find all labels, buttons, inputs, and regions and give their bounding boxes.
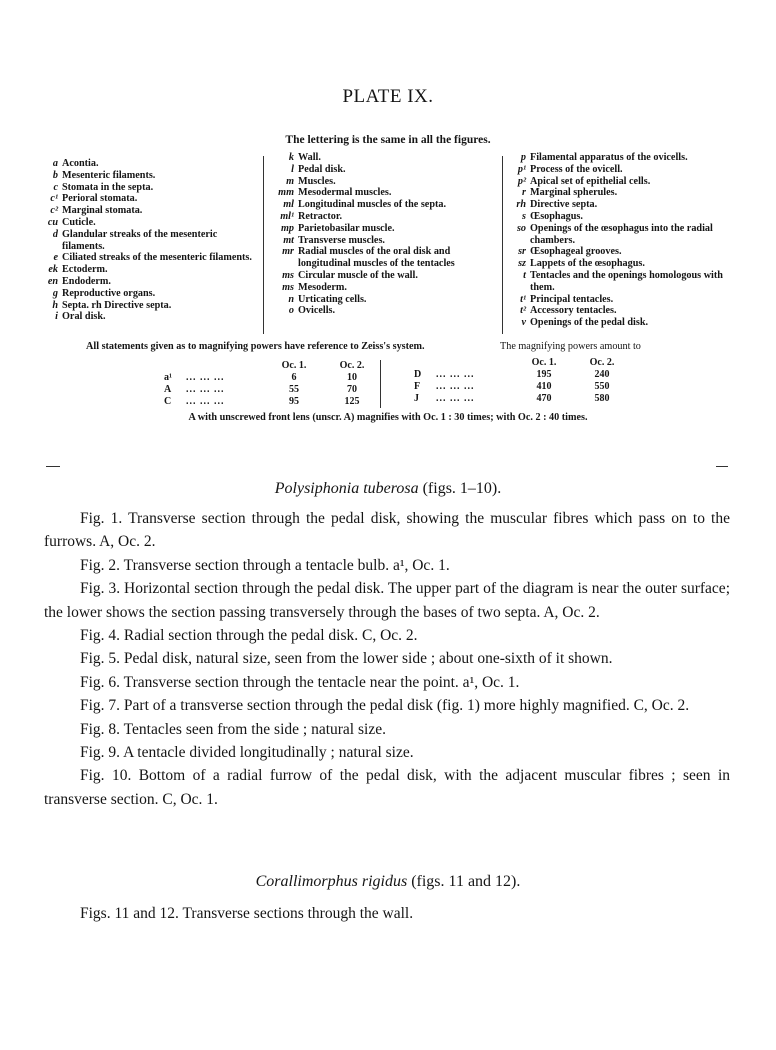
legend-abbreviation: g — [52, 287, 58, 299]
plate-title: PLATE IX. — [342, 86, 434, 107]
legend-description: Process of the ovicell. — [530, 163, 623, 175]
legend-description: Directive septa. — [530, 199, 598, 211]
legend-abbreviation: mm — [278, 187, 294, 199]
leader-dots: ... ... ... — [436, 369, 475, 380]
legend-abbreviation: i — [55, 311, 58, 323]
legend-description: Glandular streaks of the mesenteric filaments. — [62, 228, 218, 252]
legend-description: Oral disk. — [62, 311, 106, 323]
legend-entry — [46, 193, 258, 205]
legend-description: Circular muscle of the wall. — [298, 269, 418, 281]
magnification-table-right — [414, 357, 632, 405]
value-oc2: 580 — [594, 393, 610, 404]
legend-abbreviation: c² — [50, 205, 58, 217]
legend-description: Œsophageal grooves. — [530, 246, 622, 258]
figure-descriptions — [44, 902, 730, 925]
legend-abbreviation: r — [522, 187, 526, 199]
lettering-note: The lettering is the same in all the figures. — [285, 134, 491, 146]
legend-description: Apical set of epithelial cells. — [530, 175, 651, 187]
legend-column-1 — [46, 158, 258, 323]
legend-entry — [506, 317, 732, 329]
legend-abbreviation: p² — [517, 175, 526, 187]
separator-rule — [716, 466, 728, 467]
value-oc2: 70 — [347, 384, 357, 395]
value-oc1: 195 — [536, 369, 552, 380]
legend-entry — [46, 170, 258, 182]
leader-dots: ... ... ... — [186, 396, 225, 407]
legend-entry — [268, 235, 500, 247]
section-heading — [0, 480, 776, 498]
legend-abbreviation: en — [47, 275, 58, 287]
legend-abbreviation: v — [521, 317, 526, 329]
legend-abbreviation: b — [52, 169, 58, 181]
leader-dots: ... ... ... — [186, 372, 225, 383]
legend-entry — [268, 294, 500, 306]
legend-description: Mesoderm. — [298, 281, 347, 293]
column-oc2: Oc. 2. — [339, 360, 365, 371]
legend-abbreviation: ms — [282, 269, 294, 281]
legend-description: Parietobasilar muscle. — [298, 222, 395, 234]
legend-abbreviation: mt — [283, 234, 294, 246]
lens-name: C — [164, 396, 172, 407]
legend-entry — [268, 199, 500, 211]
legend-entry — [268, 223, 500, 235]
legend-entry — [268, 152, 500, 164]
legend-description: Retractor. — [298, 210, 343, 222]
magnification-note-right: The magnifying powers amount to — [500, 341, 641, 352]
legend-description: Stomata in the septa. — [62, 181, 154, 193]
magnification-table-left — [164, 360, 382, 408]
legend-abbreviation: e — [53, 252, 58, 264]
legend-entry — [46, 205, 258, 217]
figure-range: (figs. 1–10). — [422, 480, 502, 497]
legend-description: Mesenteric filaments. — [62, 169, 156, 181]
legend-entry — [506, 187, 732, 199]
lens-name: a¹ — [164, 372, 172, 383]
figure-caption: Fig. 7. Part of a transverse section through the pedal disk (fig. 1) more highly magnified. C, Oc. 2. — [80, 697, 690, 715]
legend-entry — [46, 158, 258, 170]
legend-entry — [46, 264, 258, 276]
legend-abbreviation: t² — [520, 305, 526, 317]
column-oc2: Oc. 2. — [589, 357, 615, 368]
figure-caption: Figs. 11 and 12. Transverse sections through the wall. — [80, 905, 414, 922]
legend-abbreviation: ml — [283, 199, 294, 211]
magnification-note-left: All statements given as to magnifying powers have reference to Zeiss's system. — [86, 341, 425, 352]
legend-entry — [268, 270, 500, 282]
legend-entry — [46, 300, 258, 312]
legend-abbreviation: rh — [516, 199, 526, 211]
magnification-note — [86, 341, 726, 352]
legend-description: Transverse muscles. — [298, 234, 385, 246]
magnification-row — [414, 369, 632, 381]
magnification-row — [164, 372, 382, 384]
legend-description: Wall. — [298, 152, 321, 163]
magnification-row — [414, 393, 632, 405]
legend-description: Perioral stomata. — [62, 193, 138, 205]
legend-abbreviation: m — [286, 175, 294, 187]
column-oc1: Oc. 1. — [531, 357, 557, 368]
value-oc2: 125 — [344, 396, 360, 407]
legend-entry — [46, 182, 258, 194]
legend-entry — [46, 217, 258, 229]
lens-name: D — [414, 369, 422, 380]
legend-description: Ciliated streaks of the mesenteric filaments. — [62, 252, 252, 264]
legend-description: Œsophagus. — [530, 210, 583, 222]
value-oc1: 55 — [289, 384, 299, 395]
magnification-table-header — [164, 360, 382, 372]
legend-description: Accessory tentacles. — [530, 305, 617, 317]
legend-entry — [46, 252, 258, 264]
value-oc1: 6 — [291, 372, 297, 383]
legend-abbreviation: c — [53, 181, 58, 193]
legend-entry — [268, 187, 500, 199]
legend-abbreviation: l — [291, 163, 294, 175]
magnification-row — [414, 381, 632, 393]
legend-description: Septa. rh Directive septa. — [62, 299, 172, 311]
legend-abbreviation: so — [516, 222, 526, 234]
legend-description: Radial muscles of the oral disk and longitudinal muscles of the tentacles — [298, 246, 455, 270]
value-oc2: 550 — [594, 381, 610, 392]
legend-abbreviation: k — [288, 152, 294, 163]
legend-entry — [506, 246, 732, 258]
legend-abbreviation: o — [288, 305, 294, 317]
legend-entry — [268, 164, 500, 176]
legend-abbreviation: ms — [282, 281, 294, 293]
figure-caption: Fig. 4. Radial section through the pedal disk. C, Oc. 2. — [80, 627, 418, 645]
legend-divider — [502, 156, 503, 334]
legend-description: Marginal stomata. — [62, 205, 143, 217]
legend-abbreviation: h — [52, 299, 58, 311]
legend-description: Openings of the pedal disk. — [530, 317, 649, 329]
value-oc1: 410 — [536, 381, 552, 392]
legend-description: Tentacles and the openings homologous with them. — [530, 269, 723, 293]
magnification-table-header — [414, 357, 632, 369]
legend-entry — [268, 176, 500, 188]
legend-entry — [46, 276, 258, 288]
legend-description: Pedal disk. — [298, 163, 346, 175]
legend-entry — [506, 294, 732, 306]
legend-abbreviation: t¹ — [520, 293, 526, 305]
magnification-row — [164, 384, 382, 396]
legend-entry — [506, 211, 732, 223]
legend-abbreviation: ml¹ — [280, 210, 294, 222]
figure-caption: Fig. 5. Pedal disk, natural size, seen from the lower side ; about one-sixth of it shown. — [80, 650, 613, 668]
lens-name: F — [414, 381, 421, 392]
species-name: Corallimorphus rigidus — [255, 873, 408, 890]
figure-caption: Fig. 6. Transverse section through the tentacle near the point. a¹, Oc. 1. — [80, 673, 520, 691]
legend-description: Openings of the œsophagus into the radial chambers. — [530, 222, 713, 246]
legend-entry — [506, 199, 732, 211]
legend-abbreviation: mr — [282, 246, 294, 258]
value-oc2: 10 — [347, 372, 357, 383]
legend-abbreviation: p¹ — [517, 163, 526, 175]
value-oc1: 470 — [536, 393, 552, 404]
legend-entry — [268, 282, 500, 294]
legend-abbreviation: t — [523, 269, 526, 281]
legend-entry — [268, 211, 500, 223]
legend-column-3 — [506, 152, 732, 329]
legend-entry — [506, 258, 732, 270]
legend-abbreviation: d — [52, 228, 58, 240]
legend-abbreviation: sr — [518, 246, 526, 258]
legend-entry — [506, 176, 732, 188]
legend-abbreviation: n — [288, 293, 294, 305]
legend-description: Acontia. — [62, 158, 99, 169]
legend-description: Mesodermal muscles. — [298, 187, 392, 199]
legend-description: Ovicells. — [298, 305, 336, 317]
figure-caption: Fig. 9. A tentacle divided longitudinally ; natural size. — [80, 744, 414, 762]
magnification-row — [164, 396, 382, 408]
section-heading — [0, 873, 776, 891]
value-oc2: 240 — [594, 369, 610, 380]
legend-description: Cuticle. — [62, 216, 96, 228]
legend-abbreviation: mp — [280, 222, 294, 234]
legend-abbreviation: a — [52, 158, 58, 169]
legend-entry — [46, 229, 258, 253]
legend-abbreviation: c¹ — [50, 193, 58, 205]
legend-description: Longitudinal muscles of the septa. — [298, 199, 447, 211]
magnification-footnote: A with unscrewed front lens (unscr. A) magnifies with Oc. 1 : 30 times; with Oc. 2 : 40 times. — [188, 412, 588, 423]
lens-name: J — [414, 393, 419, 404]
magnification-divider — [380, 360, 381, 408]
legend-entry — [506, 223, 732, 247]
lens-name: A — [164, 384, 172, 395]
legend-description: Lappets of the œsophagus. — [530, 258, 645, 270]
figure-caption: Fig. 10. Bottom of a radial furrow of the pedal disk, with the adjacent muscular fibres ; seen in transverse section. C, Oc. 1. — [44, 767, 730, 808]
figure-descriptions — [44, 507, 730, 811]
legend-entry — [506, 152, 732, 164]
legend-column-2 — [268, 152, 500, 317]
legend-description: Filamental apparatus of the ovicells. — [530, 152, 688, 163]
legend-abbreviation: s — [522, 210, 526, 222]
legend-abbreviation: ek — [48, 264, 58, 276]
value-oc1: 95 — [289, 396, 299, 407]
legend-entry — [506, 164, 732, 176]
figure-caption: Fig. 2. Transverse section through a tentacle bulb. a¹, Oc. 1. — [80, 556, 450, 574]
leader-dots: ... ... ... — [436, 381, 475, 392]
legend-abbreviation: p — [520, 152, 526, 163]
legend-entry — [268, 246, 500, 270]
legend-description: Reproductive organs. — [62, 287, 156, 299]
legend-entry — [268, 305, 500, 317]
figure-caption: Fig. 1. Transverse section through the pedal disk, showing the muscular fibres which pass on to the furrows. A, Oc. 2. — [44, 510, 730, 551]
figure-caption: Fig. 8. Tentacles seen from the side ; natural size. — [80, 720, 386, 738]
column-oc1: Oc. 1. — [281, 360, 307, 371]
legend-entry — [46, 288, 258, 300]
species-name: Polysiphonia tuberosa — [274, 480, 419, 497]
leader-dots: ... ... ... — [186, 384, 225, 395]
legend-entry — [46, 311, 258, 323]
legend-description: Urticating cells. — [298, 293, 367, 305]
legend-entry — [506, 270, 732, 294]
legend-divider — [263, 156, 264, 334]
separator-rule — [46, 466, 60, 467]
figure-caption: Fig. 3. Horizontal section through the pedal disk. The upper part of the diagram is near the outer surface; the lower shows the section passing transversely through the bases of two septa. A, Oc. 2. — [44, 580, 730, 621]
legend-abbreviation: cu — [47, 216, 58, 228]
legend-description: Endoderm. — [62, 275, 111, 287]
legend-description: Principal tentacles. — [530, 293, 614, 305]
figure-range: (figs. 11 and 12). — [411, 873, 521, 890]
legend-description: Muscles. — [298, 175, 336, 187]
legend-entry — [506, 305, 732, 317]
legend-abbreviation: sz — [518, 258, 526, 270]
leader-dots: ... ... ... — [436, 393, 475, 404]
legend-description: Marginal spherules. — [530, 187, 618, 199]
legend-description: Ectoderm. — [62, 264, 108, 276]
